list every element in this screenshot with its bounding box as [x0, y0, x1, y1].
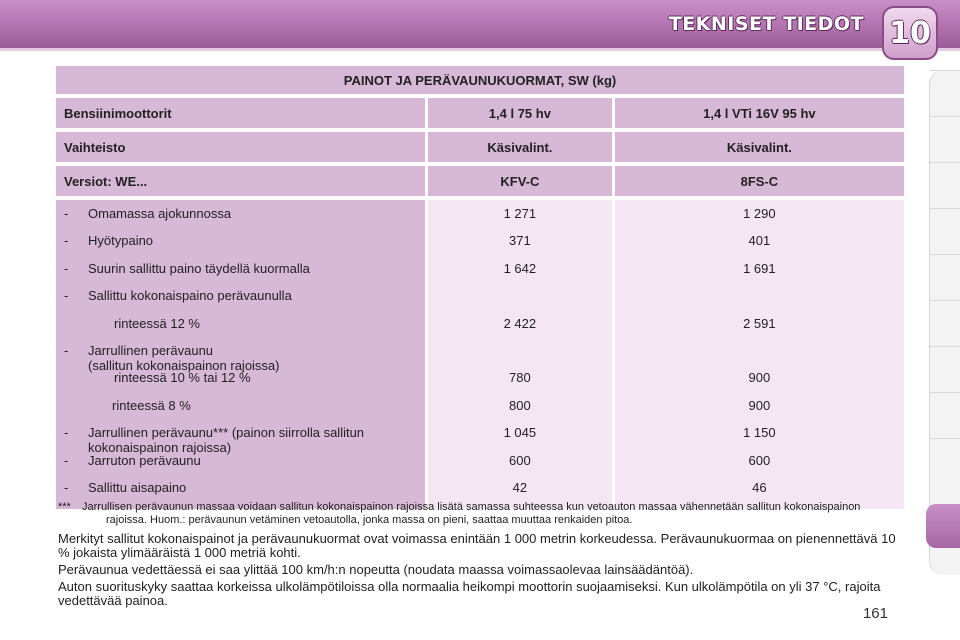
- side-tab[interactable]: [930, 70, 960, 115]
- side-tab[interactable]: [930, 392, 960, 437]
- engine-col1: 1,4 l 75 hv: [425, 98, 612, 128]
- list-item: - Sallittu kokonaispaino perävaunulla: [64, 288, 292, 304]
- list-item: rinteessä 8 %: [112, 397, 191, 413]
- list-item: - Omamassa ajokunnossa: [64, 206, 232, 221]
- value-cell: [428, 286, 612, 313]
- value-cell: 780: [509, 370, 531, 386]
- header-stripe: [0, 48, 960, 51]
- value-cell: 1 150: [743, 425, 776, 441]
- label-column: [56, 200, 425, 509]
- value-cell: 600: [748, 452, 771, 468]
- value-cell: 900: [748, 397, 771, 413]
- list-item: - Jarruton perävaunu: [64, 452, 201, 468]
- version-row: [56, 166, 904, 196]
- version-col2: 8FS-C: [612, 166, 904, 196]
- paragraph-temperature: Auton suorituskyky saattaa korkeissa ulkolämpötiloissa olla normaalia heikompi moottorin suojaamiseksi. Kun ulkolämpötila on yli 37 °C, rajoita vedettävää painoa.: [58, 579, 881, 608]
- gearbox-label: Vaihteisto: [56, 132, 425, 162]
- side-tab-active[interactable]: [926, 504, 960, 548]
- engine-label: Bensiinimoottorit: [56, 98, 425, 128]
- side-tab[interactable]: [930, 162, 960, 207]
- value-cell: 42: [512, 479, 528, 495]
- footnote-text: Jarrullisen perävaunun massaa voidaan sallitun kokonaispainon rajoissa lisätä samassa suhteessa kun vetoauton massaa vähennetään sallitun kokonaispainon rajoissa. Huom.: perävaunun vetäminen vetoautolla, jonka massa on pieni, saattaa muuttaa renkaiden pitoa.: [82, 501, 861, 526]
- table-body-row: [56, 200, 904, 509]
- engine-row: [56, 98, 904, 128]
- value-cell: [428, 341, 612, 368]
- list-item: - Jarrullinen perävaunu*** (painon siirrolla sallitun kokonaispainon rajoissa): [64, 425, 365, 456]
- list-item: rinteessä 10 % tai 12 %: [114, 370, 251, 386]
- value-cell: 900: [748, 370, 771, 386]
- list-item: - Jarrullinen perävaunu (sallitun kokonaispainon rajoissa): [64, 342, 280, 373]
- paragraph-speed: Perävaunua vedettäessä ei saa ylittää 100 km/h:n nopeutta (noudata maassa voimassaolevaa lainsäädäntöä).: [58, 562, 694, 577]
- side-tab[interactable]: [930, 254, 960, 299]
- value-cell: [615, 341, 904, 368]
- gearbox-row: [56, 132, 904, 162]
- value-cell: 1 271: [503, 206, 537, 221]
- value-cell: 371: [509, 233, 531, 249]
- gearbox-col1: Käsivalint.: [425, 132, 612, 162]
- version-col1: KFV-C: [425, 166, 612, 196]
- footnote: [58, 501, 904, 527]
- version-label: Versiot: WE...: [56, 166, 425, 196]
- chapter-number-badge: 10: [882, 6, 938, 60]
- values-column-1: [425, 200, 612, 509]
- list-item: - Hyötypaino: [64, 233, 154, 249]
- list-item: rinteessä 12 %: [114, 315, 200, 331]
- value-cell: 1 691: [743, 260, 776, 276]
- value-cell: 1 642: [503, 260, 537, 276]
- value-cell: 2 422: [503, 315, 537, 331]
- value-cell: [615, 286, 904, 313]
- page-number: 161: [862, 605, 888, 622]
- side-tab[interactable]: [930, 438, 960, 483]
- values-column-2: [612, 200, 904, 509]
- paragraph-altitude: Merkityt sallitut kokonaispainot ja perävaunukuormat ovat voimassa enintään 1 000 metrin korkeudessa. Perävaunukuormaa on pienennettävä 10 % jokaista ylimääräistä 1 000 metriä kohti.: [58, 531, 896, 560]
- value-cell: 401: [748, 233, 771, 249]
- value-cell: 1 290: [743, 206, 776, 221]
- list-item: - Suurin sallittu paino täydellä kuormalla: [64, 260, 310, 276]
- list-item: - Sallittu aisapaino: [64, 479, 187, 495]
- weights-table: [56, 62, 904, 513]
- chapter-title: TEKNISET TIEDOT: [668, 13, 864, 35]
- side-tab[interactable]: [930, 300, 960, 345]
- value-cell: 46: [752, 479, 767, 495]
- engine-col2: 1,4 l VTi 16V 95 hv: [612, 98, 904, 128]
- table-title-row: [56, 66, 904, 94]
- value-cell: 600: [509, 452, 531, 468]
- side-tab[interactable]: [930, 208, 960, 253]
- side-tab[interactable]: [930, 346, 960, 391]
- footnote-mark: ***: [58, 501, 71, 513]
- side-tab-strip: [929, 70, 960, 575]
- value-cell: 800: [509, 397, 531, 413]
- table-title: PAINOT JA PERÄVAUNUKUORMAT, SW (kg): [56, 66, 904, 94]
- side-tab[interactable]: [930, 116, 960, 161]
- value-cell: 1 045: [503, 425, 537, 441]
- gearbox-col2: Käsivalint.: [612, 132, 904, 162]
- value-cell: 2 591: [743, 315, 776, 331]
